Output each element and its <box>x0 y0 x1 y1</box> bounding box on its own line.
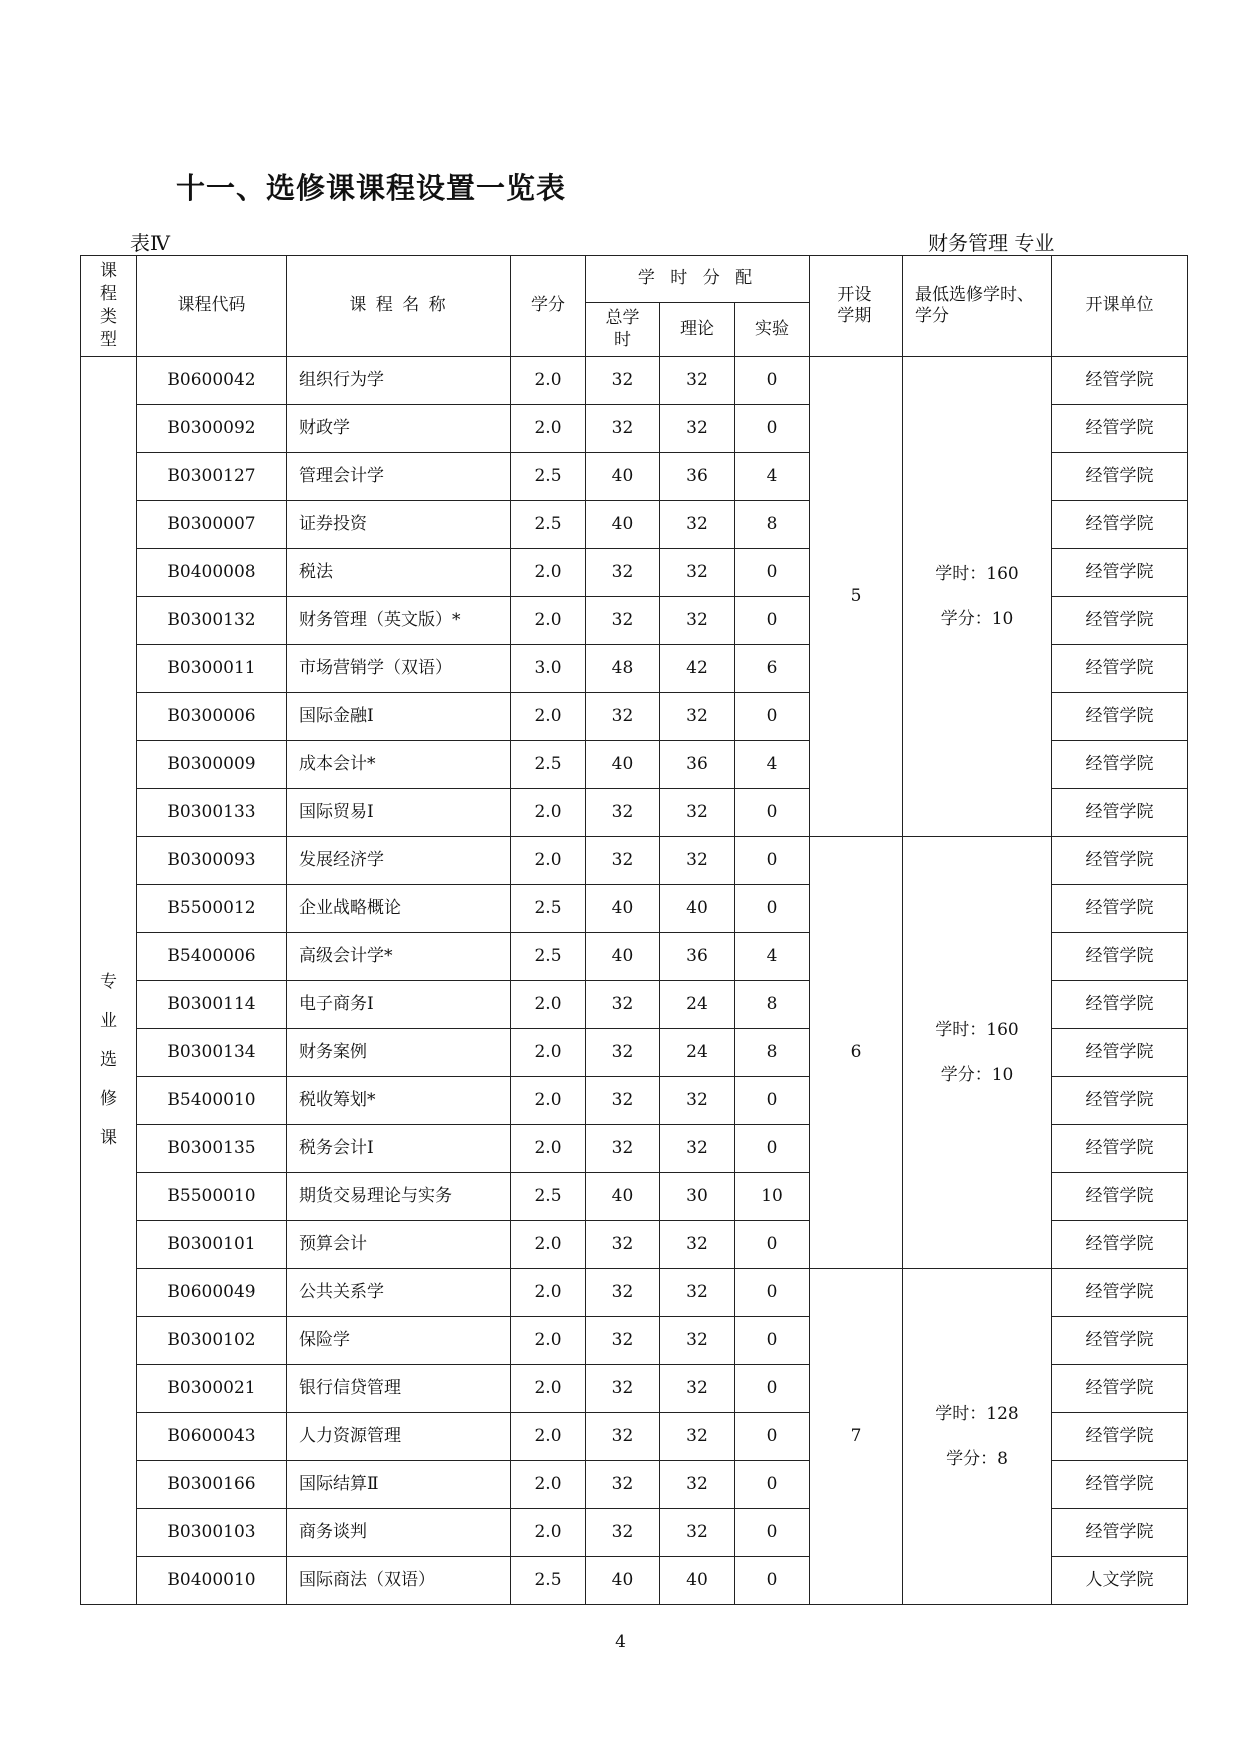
course-total-hours: 32 <box>586 1269 660 1317</box>
course-credit: 2.0 <box>511 597 586 645</box>
course-total-hours: 48 <box>586 645 660 693</box>
course-theory-hours: 32 <box>660 837 735 885</box>
course-unit: 经管学院 <box>1052 1365 1188 1413</box>
course-theory-hours: 32 <box>660 597 735 645</box>
course-name: 市场营销学（双语） <box>287 645 511 693</box>
course-theory-hours: 32 <box>660 357 735 405</box>
course-theory-hours: 32 <box>660 693 735 741</box>
course-total-hours: 32 <box>586 1125 660 1173</box>
course-theory-hours: 32 <box>660 1365 735 1413</box>
page-title: 十一、选修课课程设置一览表 <box>176 171 567 205</box>
header-hours-group: 学 时 分 配 <box>586 256 810 303</box>
course-theory-hours: 32 <box>660 1461 735 1509</box>
course-unit: 经管学院 <box>1052 1173 1188 1221</box>
course-lab-hours: 0 <box>735 405 810 453</box>
course-credit: 2.0 <box>511 1125 586 1173</box>
major-label: 财务管理 专业 <box>928 231 1055 255</box>
course-lab-hours: 0 <box>735 1317 810 1365</box>
course-credit: 2.0 <box>511 789 586 837</box>
course-total-hours: 32 <box>586 549 660 597</box>
course-theory-hours: 32 <box>660 405 735 453</box>
course-lab-hours: 0 <box>735 1269 810 1317</box>
course-total-hours: 32 <box>586 405 660 453</box>
course-name: 税法 <box>287 549 511 597</box>
header-semester: 开设学期 <box>810 256 903 357</box>
header-credit: 学分 <box>511 256 586 357</box>
course-name: 税收筹划* <box>287 1077 511 1125</box>
course-unit: 经管学院 <box>1052 501 1188 549</box>
min-elective-credits: 学分：10 <box>940 608 1014 629</box>
course-unit: 经管学院 <box>1052 789 1188 837</box>
course-code: B0300135 <box>137 1125 287 1173</box>
course-code: B0600049 <box>137 1269 287 1317</box>
header-row <box>81 256 1188 303</box>
course-total-hours: 40 <box>586 1173 660 1221</box>
semester-cell: 7 <box>810 1269 903 1605</box>
course-name: 电子商务Ⅰ <box>287 981 511 1029</box>
course-credit: 2.0 <box>511 549 586 597</box>
course-total-hours: 32 <box>586 789 660 837</box>
course-lab-hours: 8 <box>735 501 810 549</box>
course-unit: 经管学院 <box>1052 1461 1188 1509</box>
semester-cell: 5 <box>810 357 903 837</box>
course-theory-hours: 40 <box>660 885 735 933</box>
course-unit: 经管学院 <box>1052 693 1188 741</box>
course-credit: 3.0 <box>511 645 586 693</box>
course-code: B0300006 <box>137 693 287 741</box>
header-theory-hours: 理论 <box>660 303 735 357</box>
semester-cell: 6 <box>810 837 903 1269</box>
course-theory-hours: 32 <box>660 1221 735 1269</box>
course-credit: 2.5 <box>511 1557 586 1605</box>
course-lab-hours: 0 <box>735 357 810 405</box>
course-code: B0300093 <box>137 837 287 885</box>
course-theory-hours: 36 <box>660 741 735 789</box>
course-lab-hours: 8 <box>735 981 810 1029</box>
course-name: 国际商法（双语） <box>287 1557 511 1605</box>
course-lab-hours: 0 <box>735 597 810 645</box>
course-credit: 2.5 <box>511 741 586 789</box>
course-total-hours: 32 <box>586 1413 660 1461</box>
course-name: 高级会计学* <box>287 933 511 981</box>
min-elective-hours: 学时：128 <box>935 1404 1019 1425</box>
course-theory-hours: 32 <box>660 1317 735 1365</box>
course-total-hours: 40 <box>586 933 660 981</box>
course-code: B5500010 <box>137 1173 287 1221</box>
course-name: 企业战略概论 <box>287 885 511 933</box>
course-name: 财务管理（英文版）* <box>287 597 511 645</box>
course-lab-hours: 0 <box>735 549 810 597</box>
table-row <box>81 837 1188 885</box>
min-elective-hours: 学时：160 <box>935 564 1019 585</box>
course-unit: 经管学院 <box>1052 1077 1188 1125</box>
course-total-hours: 40 <box>586 741 660 789</box>
course-credit: 2.0 <box>511 405 586 453</box>
table-row <box>81 357 1188 405</box>
category-cell <box>81 357 137 1605</box>
course-theory-hours: 32 <box>660 549 735 597</box>
course-total-hours: 32 <box>586 1029 660 1077</box>
course-unit: 经管学院 <box>1052 453 1188 501</box>
course-code: B0300101 <box>137 1221 287 1269</box>
course-unit: 经管学院 <box>1052 1221 1188 1269</box>
course-lab-hours: 10 <box>735 1173 810 1221</box>
course-credit: 2.0 <box>511 837 586 885</box>
course-lab-hours: 0 <box>735 1077 810 1125</box>
course-credit: 2.0 <box>511 1317 586 1365</box>
course-name: 财务案例 <box>287 1029 511 1077</box>
course-theory-hours: 42 <box>660 645 735 693</box>
course-unit: 经管学院 <box>1052 597 1188 645</box>
course-theory-hours: 32 <box>660 1413 735 1461</box>
course-credit: 2.5 <box>511 1173 586 1221</box>
course-name: 国际金融Ⅰ <box>287 693 511 741</box>
course-credit: 2.0 <box>511 1221 586 1269</box>
course-code: B0300009 <box>137 741 287 789</box>
category-label: 专业选修课 <box>100 971 117 1149</box>
course-credit: 2.5 <box>511 501 586 549</box>
course-code: B0300102 <box>137 1317 287 1365</box>
course-name: 银行信贷管理 <box>287 1365 511 1413</box>
page-number: 4 <box>615 1632 626 1652</box>
course-unit: 经管学院 <box>1052 1125 1188 1173</box>
course-credit: 2.0 <box>511 1413 586 1461</box>
course-lab-hours: 4 <box>735 741 810 789</box>
course-code: B0300021 <box>137 1365 287 1413</box>
course-theory-hours: 32 <box>660 1077 735 1125</box>
course-total-hours: 40 <box>586 453 660 501</box>
table-row <box>81 1269 1188 1317</box>
course-credit: 2.0 <box>511 1509 586 1557</box>
course-total-hours: 32 <box>586 1365 660 1413</box>
header-course-name: 课 程 名 称 <box>287 256 511 357</box>
course-total-hours: 32 <box>586 357 660 405</box>
course-credit: 2.0 <box>511 1365 586 1413</box>
course-lab-hours: 8 <box>735 1029 810 1077</box>
course-total-hours: 40 <box>586 1557 660 1605</box>
course-code: B0400010 <box>137 1557 287 1605</box>
course-total-hours: 40 <box>586 885 660 933</box>
elective-course-table <box>80 255 1188 1605</box>
course-name: 财政学 <box>287 405 511 453</box>
course-total-hours: 32 <box>586 837 660 885</box>
course-theory-hours: 32 <box>660 1269 735 1317</box>
course-code: B0600043 <box>137 1413 287 1461</box>
course-name: 成本会计* <box>287 741 511 789</box>
course-name: 发展经济学 <box>287 837 511 885</box>
course-unit: 经管学院 <box>1052 1269 1188 1317</box>
course-code: B0300114 <box>137 981 287 1029</box>
course-total-hours: 32 <box>586 1317 660 1365</box>
course-credit: 2.5 <box>511 933 586 981</box>
course-lab-hours: 0 <box>735 1365 810 1413</box>
header-course-type: 课程类型 <box>81 256 137 357</box>
course-unit: 经管学院 <box>1052 1413 1188 1461</box>
course-name: 国际贸易Ⅰ <box>287 789 511 837</box>
course-name: 公共关系学 <box>287 1269 511 1317</box>
course-credit: 2.0 <box>511 1077 586 1125</box>
course-theory-hours: 32 <box>660 501 735 549</box>
course-code: B0300166 <box>137 1461 287 1509</box>
min-elective-cell <box>903 357 1052 837</box>
course-code: B0300134 <box>137 1029 287 1077</box>
course-lab-hours: 0 <box>735 789 810 837</box>
course-code: B0300103 <box>137 1509 287 1557</box>
course-lab-hours: 0 <box>735 1509 810 1557</box>
min-elective-cell <box>903 1269 1052 1605</box>
course-code: B0300127 <box>137 453 287 501</box>
course-lab-hours: 6 <box>735 645 810 693</box>
course-unit: 经管学院 <box>1052 405 1188 453</box>
course-lab-hours: 0 <box>735 1413 810 1461</box>
course-code: B0400008 <box>137 549 287 597</box>
course-unit: 经管学院 <box>1052 933 1188 981</box>
course-total-hours: 32 <box>586 597 660 645</box>
course-total-hours: 32 <box>586 981 660 1029</box>
course-lab-hours: 0 <box>735 1557 810 1605</box>
course-name: 保险学 <box>287 1317 511 1365</box>
course-lab-hours: 4 <box>735 453 810 501</box>
course-theory-hours: 24 <box>660 981 735 1029</box>
course-unit: 人文学院 <box>1052 1557 1188 1605</box>
course-unit: 经管学院 <box>1052 1509 1188 1557</box>
min-elective-credits: 学分：8 <box>946 1448 1008 1469</box>
course-code: B0300133 <box>137 789 287 837</box>
course-lab-hours: 0 <box>735 1125 810 1173</box>
course-total-hours: 32 <box>586 1461 660 1509</box>
course-lab-hours: 0 <box>735 1461 810 1509</box>
course-unit: 经管学院 <box>1052 837 1188 885</box>
course-lab-hours: 0 <box>735 837 810 885</box>
header-total-hours: 总学时 <box>586 303 660 357</box>
course-unit: 经管学院 <box>1052 885 1188 933</box>
course-name: 税务会计Ⅰ <box>287 1125 511 1173</box>
course-code: B0300011 <box>137 645 287 693</box>
course-theory-hours: 32 <box>660 789 735 837</box>
course-name: 管理会计学 <box>287 453 511 501</box>
course-name: 组织行为学 <box>287 357 511 405</box>
course-code: B0600042 <box>137 357 287 405</box>
course-lab-hours: 0 <box>735 885 810 933</box>
min-elective-hours: 学时：160 <box>935 1020 1019 1041</box>
header-lab-hours: 实验 <box>735 303 810 357</box>
course-name: 人力资源管理 <box>287 1413 511 1461</box>
course-credit: 2.5 <box>511 453 586 501</box>
course-theory-hours: 32 <box>660 1125 735 1173</box>
header-course-code: 课程代码 <box>137 256 287 357</box>
course-total-hours: 32 <box>586 1221 660 1269</box>
course-code: B0300007 <box>137 501 287 549</box>
header-min-elective: 最低选修学时、学分 <box>903 256 1052 357</box>
course-credit: 2.5 <box>511 885 586 933</box>
course-lab-hours: 0 <box>735 693 810 741</box>
course-unit: 经管学院 <box>1052 549 1188 597</box>
course-credit: 2.0 <box>511 1029 586 1077</box>
course-name: 国际结算Ⅱ <box>287 1461 511 1509</box>
course-theory-hours: 30 <box>660 1173 735 1221</box>
course-unit: 经管学院 <box>1052 1029 1188 1077</box>
course-total-hours: 40 <box>586 501 660 549</box>
course-unit: 经管学院 <box>1052 357 1188 405</box>
course-code: B5400006 <box>137 933 287 981</box>
course-name: 证券投资 <box>287 501 511 549</box>
course-theory-hours: 32 <box>660 1509 735 1557</box>
table-label: 表Ⅳ <box>130 231 170 255</box>
course-lab-hours: 4 <box>735 933 810 981</box>
min-elective-credits: 学分：10 <box>940 1064 1014 1085</box>
course-unit: 经管学院 <box>1052 741 1188 789</box>
header-unit: 开课单位 <box>1052 256 1188 357</box>
course-unit: 经管学院 <box>1052 981 1188 1029</box>
course-name: 期货交易理论与实务 <box>287 1173 511 1221</box>
course-theory-hours: 24 <box>660 1029 735 1077</box>
course-code: B5500012 <box>137 885 287 933</box>
course-total-hours: 32 <box>586 1077 660 1125</box>
course-credit: 2.0 <box>511 1269 586 1317</box>
course-credit: 2.0 <box>511 693 586 741</box>
course-theory-hours: 36 <box>660 933 735 981</box>
course-unit: 经管学院 <box>1052 645 1188 693</box>
course-credit: 2.0 <box>511 981 586 1029</box>
course-name: 预算会计 <box>287 1221 511 1269</box>
course-code: B5400010 <box>137 1077 287 1125</box>
course-total-hours: 32 <box>586 693 660 741</box>
course-code: B0300092 <box>137 405 287 453</box>
course-total-hours: 32 <box>586 1509 660 1557</box>
course-unit: 经管学院 <box>1052 1317 1188 1365</box>
course-lab-hours: 0 <box>735 1221 810 1269</box>
course-theory-hours: 40 <box>660 1557 735 1605</box>
course-name: 商务谈判 <box>287 1509 511 1557</box>
min-elective-cell <box>903 837 1052 1269</box>
course-code: B0300132 <box>137 597 287 645</box>
course-credit: 2.0 <box>511 1461 586 1509</box>
course-credit: 2.0 <box>511 357 586 405</box>
course-theory-hours: 36 <box>660 453 735 501</box>
